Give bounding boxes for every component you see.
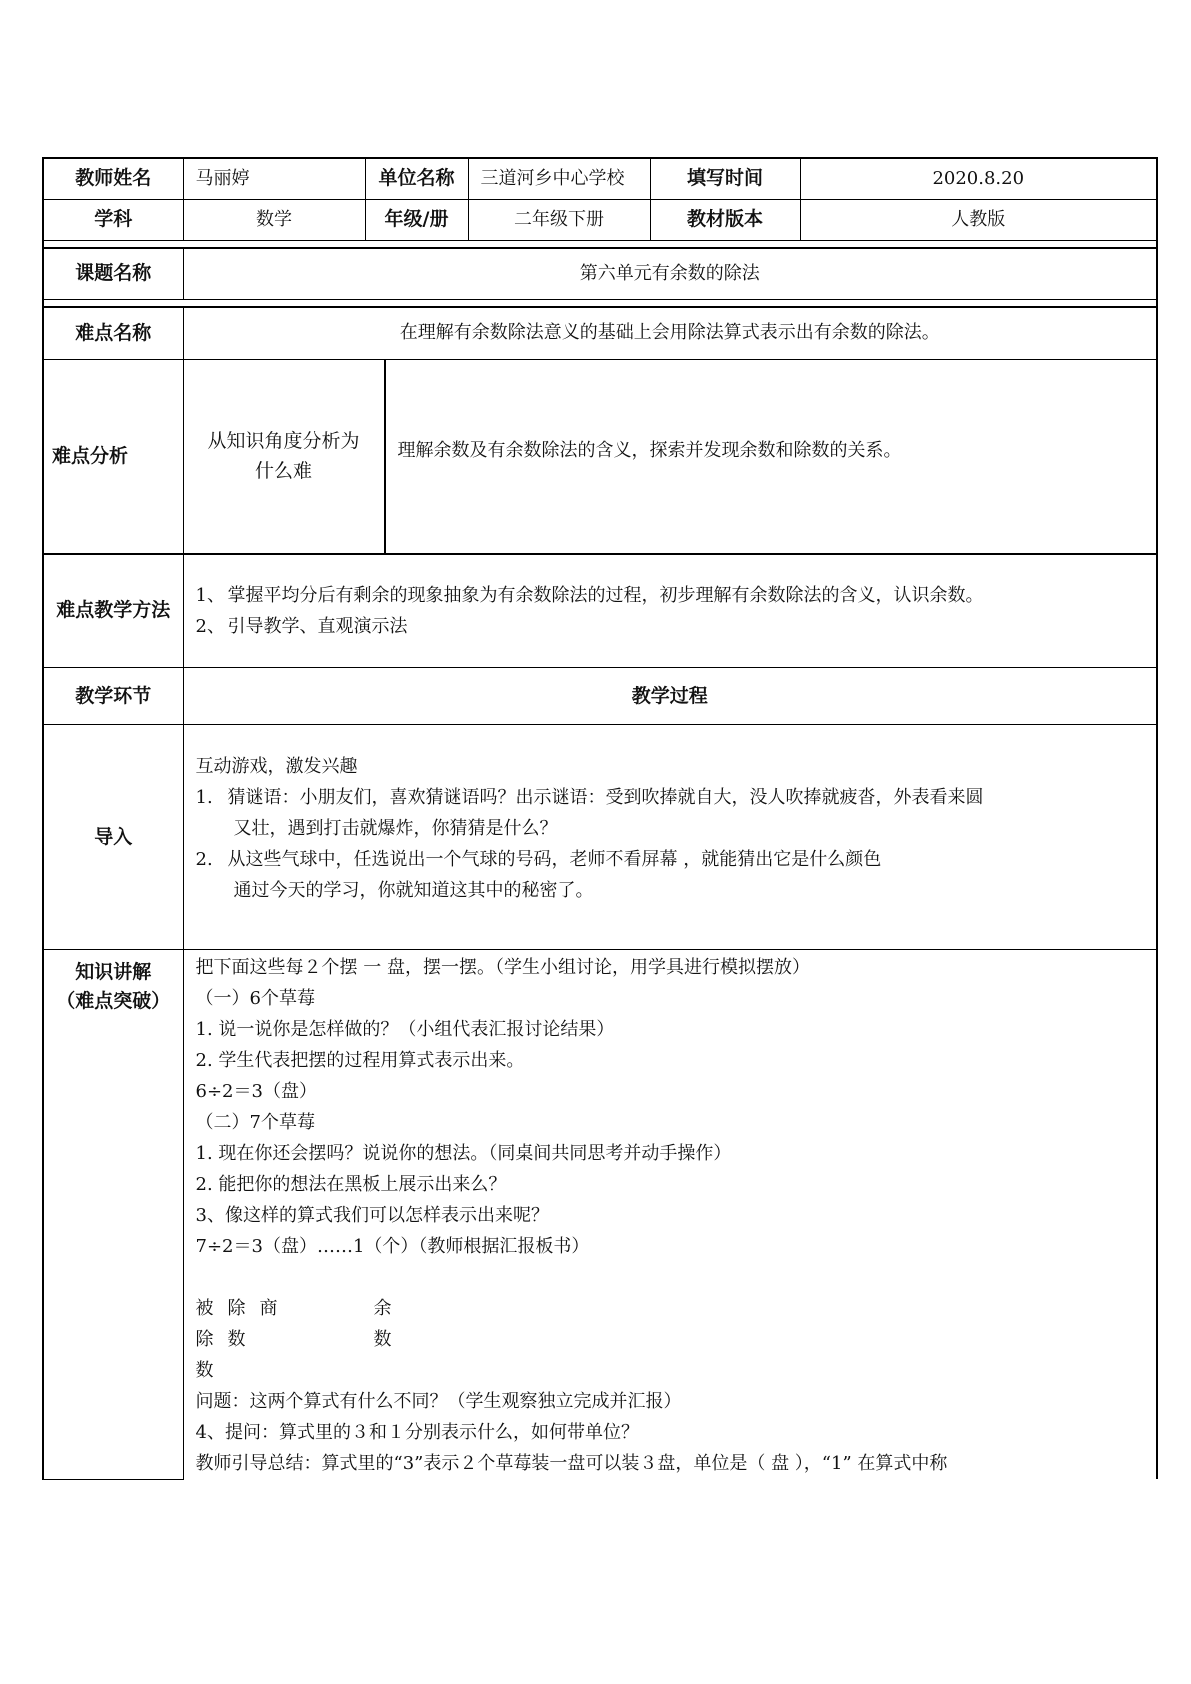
intro-closing: 通过今天的学习，你就知道这其中的秘密了。 <box>233 880 594 901</box>
knowledge-line: 把下面这些每２个摆 一 盘，摆一摆。（学生小组讨论，用学具进行模拟摆放） <box>195 957 810 978</box>
topic-value: 第六单元有余数的除法 <box>183 248 1157 300</box>
lesson-plan-sheet <box>42 157 1156 1480</box>
lesson-plan-table <box>42 157 1158 1480</box>
method-item-text: 引导教学、直观演示法 <box>227 615 408 637</box>
subject-label: 学科 <box>43 199 183 240</box>
intro-label: 导入 <box>43 725 183 950</box>
unit-value: 三道河乡中心学校 <box>468 158 650 199</box>
method-item-num: 1、 <box>195 584 225 606</box>
method-item-num: 2、 <box>195 615 225 637</box>
stage-label: 教学环节 <box>43 668 183 725</box>
method-label: 难点教学方法 <box>43 554 183 668</box>
method-cell <box>183 554 1157 668</box>
knowledge-line: 6÷2＝3（盘） <box>195 1081 317 1102</box>
edition-label: 教材版本 <box>650 199 800 240</box>
grade-label: 年级/册 <box>365 199 468 240</box>
process-header-row <box>43 668 1157 725</box>
term-char: 除 <box>227 1298 246 1319</box>
blank-line <box>196 1262 1149 1293</box>
analysis-question <box>184 360 386 553</box>
intro-item-num: 2. <box>195 849 213 870</box>
term-char: 数 <box>227 1329 246 1350</box>
difficulty-value: 在理解有余数除法意义的基础上会用除法算式表示出有余数的除法。 <box>183 307 1157 359</box>
header-row-1 <box>43 158 1157 199</box>
intro-item-text: 从这些气球中，任选说出一个气球的号码，老师不看屏幕 ，就能猜出它是什么颜色 <box>227 849 882 870</box>
division-terms-row-2 <box>196 1324 1149 1355</box>
method-row <box>43 554 1157 668</box>
division-terms-row-3 <box>196 1355 1149 1386</box>
teacher-value: 马丽婷 <box>183 158 365 199</box>
intro-item-1 <box>196 782 1149 813</box>
spacer <box>43 240 1157 248</box>
intro-item-2 <box>196 844 1149 875</box>
knowledge-line: 2. 学生代表把摆的过程用算式表示出来。 <box>195 1050 525 1071</box>
analysis-label: 难点分析 <box>43 359 183 554</box>
method-item <box>196 580 1157 611</box>
term-char: 余 <box>373 1298 392 1319</box>
difficulty-row <box>43 307 1157 359</box>
intro-title: 互动游戏，激发兴趣 <box>195 756 358 777</box>
knowledge-row <box>43 950 1157 1480</box>
date-label: 填写时间 <box>650 158 800 199</box>
analysis-answer: 理解余数及有余数除法的含义，探索并发现余数和除数的关系。 <box>397 439 902 461</box>
topic-row <box>43 248 1157 300</box>
teacher-label: 教师姓名 <box>43 158 183 199</box>
term-char: 除 <box>195 1329 214 1350</box>
topic-label: 课题名称 <box>43 248 183 300</box>
knowledge-line: 1. 现在你还会摆吗？说说你的想法。（同桌间共同思考并动手操作） <box>195 1143 732 1164</box>
term-char: 被 <box>195 1298 214 1319</box>
knowledge-label-line-2: （难点突破） <box>56 989 171 1012</box>
knowledge-line: 7÷2＝3（盘）……1（个）（教师根据汇报板书） <box>195 1236 590 1257</box>
intro-cell <box>183 725 1157 950</box>
term-char: 数 <box>195 1360 214 1381</box>
difficulty-label: 难点名称 <box>43 307 183 359</box>
knowledge-line: 2. 能把你的想法在黑板上展示出来么？ <box>195 1174 507 1195</box>
intro-item-text: 猜谜语：小朋友们，喜欢猜谜语吗？出示谜语：受到吹捧就自大，没人吹捧就疲沓，外表看来圆 <box>227 787 984 808</box>
knowledge-line: （一）6个草莓 <box>195 988 315 1009</box>
intro-item-num: 1. <box>195 787 213 808</box>
knowledge-line: 3、像这样的算式我们可以怎样表示出来呢？ <box>195 1205 549 1226</box>
process-label: 教学过程 <box>183 668 1157 725</box>
division-terms-row-1 <box>196 1293 1149 1324</box>
intro-item-1-cont: 又壮，遇到打击就爆炸，你猜猜是什么？ <box>233 818 558 839</box>
knowledge-line: 4、提问：算式里的３和１分别表示什么，如何带单位？ <box>195 1422 639 1443</box>
knowledge-cell <box>183 950 1157 1480</box>
knowledge-line: 1. 说一说你是怎样做的？（小组代表汇报讨论结果） <box>195 1019 615 1040</box>
intro-row <box>43 725 1157 950</box>
term-char: 数 <box>373 1329 392 1350</box>
subject-value: 数学 <box>183 199 365 240</box>
analysis-row <box>43 359 1157 554</box>
spacer <box>43 300 1157 308</box>
grade-value: 二年级下册 <box>468 199 650 240</box>
knowledge-line: 教师引导总结：算式里的“3”表示２个草莓装一盘可以装３盘，单位是（ 盘 ），“1” 在算式中称 <box>195 1453 948 1474</box>
term-char: 商 <box>259 1298 278 1319</box>
header-row-2 <box>43 199 1157 240</box>
knowledge-line: （二）7个草莓 <box>195 1112 315 1133</box>
analysis-cell <box>183 359 1157 554</box>
edition-value: 人教版 <box>800 199 1157 240</box>
knowledge-label-line-1: 知识讲解 <box>75 961 152 983</box>
knowledge-line: 问题：这两个算式有什么不同？（学生观察独立完成并汇报） <box>195 1391 682 1412</box>
analysis-question-text: 从知识角度分析为什么难 <box>207 429 360 482</box>
unit-label: 单位名称 <box>365 158 468 199</box>
method-item <box>196 611 1157 642</box>
date-value: 2020.8.20 <box>800 158 1157 199</box>
knowledge-label <box>43 950 183 1480</box>
method-item-text: 掌握平均分后有剩余的现象抽象为有余数除法的过程，初步理解有余数除法的含义，认识余数。 <box>227 584 984 606</box>
